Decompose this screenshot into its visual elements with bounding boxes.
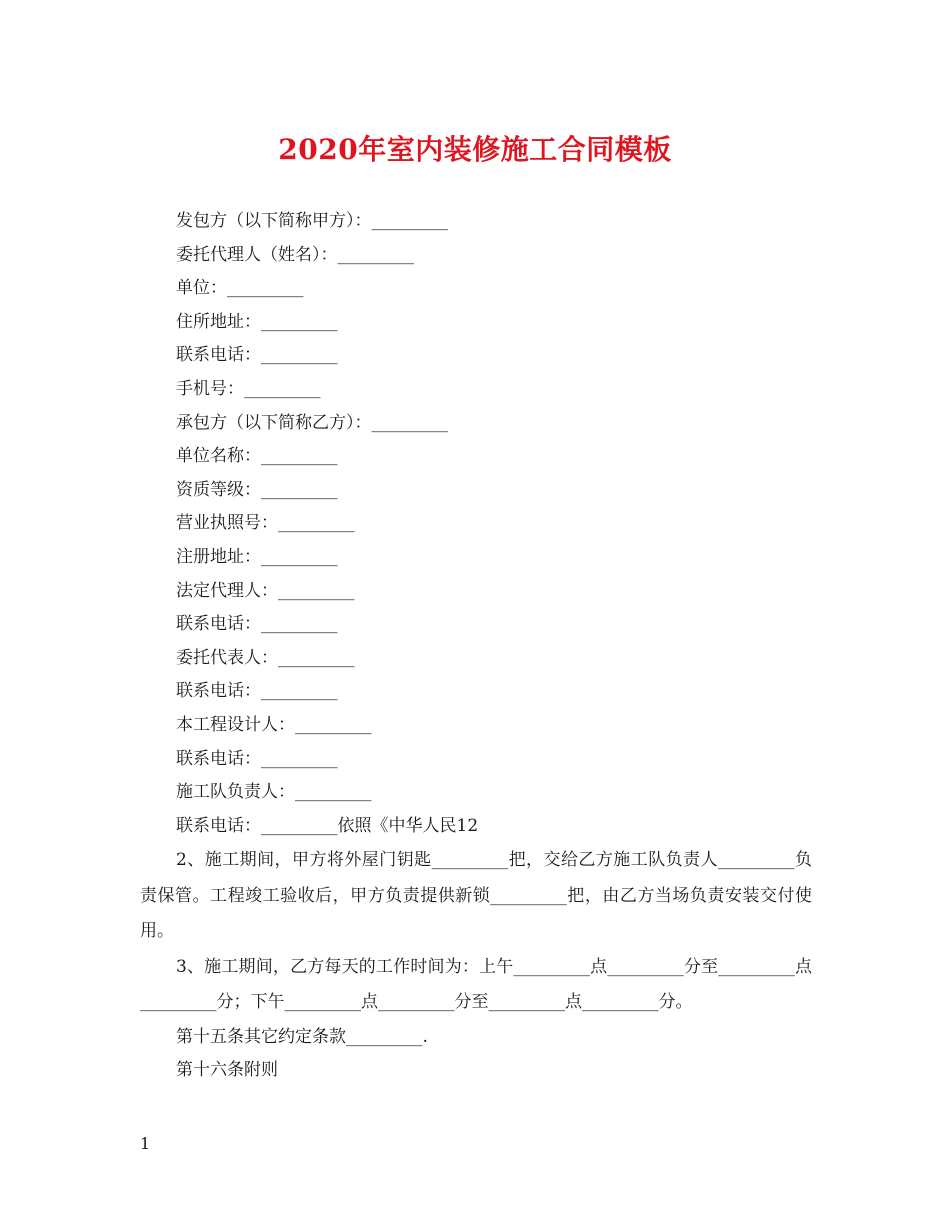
field-line: 联系电话：_________依照《中华人民12 — [176, 815, 479, 836]
field-line: 施工队负责人：_________ — [176, 782, 372, 803]
field-line: 承包方（以下简称乙方）：_________ — [176, 412, 448, 433]
clause-line: 第十五条其它约定条款_________. — [176, 1026, 428, 1047]
field-line: 住所地址：_________ — [176, 311, 338, 332]
field-line: 发包方（以下简称甲方）：_________ — [176, 211, 448, 231]
field-line: 联系电话：_________ — [176, 345, 338, 366]
field-line: 营业执照号：_________ — [176, 513, 355, 534]
field-line: 手机号：_________ — [176, 378, 321, 399]
clause-line: 第十六条附则 — [176, 1060, 278, 1081]
field-line: 注册地址：_________ — [176, 546, 338, 567]
document-title: 2020年室内装修施工合同模板 — [278, 133, 672, 166]
field-line: 单位：_________ — [176, 278, 304, 299]
page-number: 1 — [140, 1134, 151, 1153]
field-line: 本工程设计人：_________ — [176, 714, 372, 735]
clause-paragraph: 3、施工期间，乙方每天的工作时间为：上午_________点_________分至_________点_________分；下午_________点_________分至_________点_________分。 — [140, 956, 812, 1013]
field-line: 法定代理人：_________ — [176, 580, 355, 601]
field-line: 委托代表人：_________ — [176, 647, 355, 668]
clause-paragraph: 2、施工期间，甲方将外屋门钥匙_________把，交给乙方施工队负责人_________负责保管。工程竣工验收后，甲方负责提供新锁_________把，由乙方当场负责安装交付使用。 — [140, 850, 812, 942]
field-line: 资质等级：_________ — [176, 479, 338, 500]
field-line: 联系电话：_________ — [176, 614, 338, 635]
field-line: 单位名称：_________ — [176, 446, 338, 467]
field-line: 联系电话：_________ — [176, 748, 338, 769]
document-body — [140, 205, 812, 1088]
field-line: 委托代理人（姓名）：_________ — [176, 244, 414, 265]
field-line: 联系电话：_________ — [176, 681, 338, 702]
